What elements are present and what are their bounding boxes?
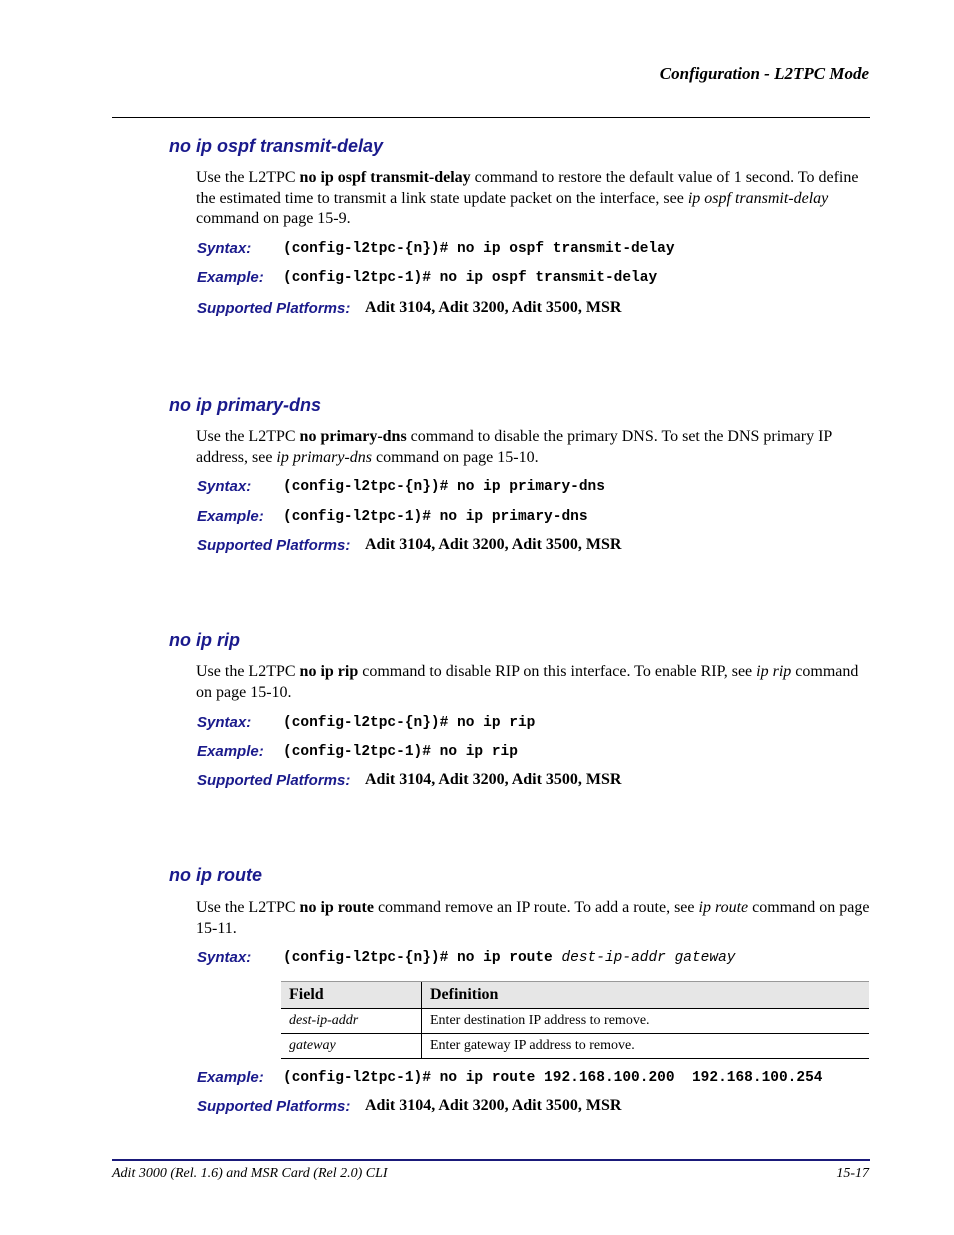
example-label: Example:: [197, 1069, 264, 1086]
section-title: no ip ospf transmit-delay: [169, 136, 384, 156]
table-row: [281, 1034, 869, 1059]
desc-text: Use the L2TPC: [196, 428, 300, 445]
platforms-label: Supported Platforms:: [197, 1098, 351, 1115]
syntax-code: (config-l2tpc-{n})# no ip primary-dns: [283, 479, 605, 495]
syntax-code: (config-l2tpc-{n})# no ip rip: [283, 715, 536, 731]
page-header-title: Configuration - L2TPC Mode: [659, 64, 869, 83]
footer-document-title: Adit 3000 (Rel. 1.6) and MSR Card (Rel 2.0) CLI: [112, 1166, 388, 1181]
desc-text: Use the L2TPC: [196, 899, 300, 916]
desc-command: no ip route: [299, 899, 374, 916]
desc-text: command on page 15-10.: [196, 663, 859, 701]
definition-cell: Enter gateway IP address to remove.: [422, 1034, 870, 1059]
desc-reference: ip ospf transmit-delay: [687, 189, 829, 207]
example-code: (config-l2tpc-1)# no ip ospf transmit-delay: [283, 270, 658, 286]
column-header-definition: Definition: [422, 982, 870, 1009]
field-cell: gateway: [281, 1034, 422, 1059]
section-description: [196, 898, 870, 939]
section-description: [196, 662, 870, 703]
desc-text: command to restore the default value of 1 second. To define the estimated time to transmit a link state update packet on the interface, see: [196, 169, 859, 207]
desc-text: command on page 15-9.: [196, 210, 351, 227]
syntax-command: (config-l2tpc-{n})# no ip route: [283, 950, 562, 966]
desc-reference: ip route: [698, 899, 749, 916]
syntax-code: [283, 950, 735, 966]
section-description: [196, 427, 870, 468]
platforms-value: Adit 3104, Adit 3200, Adit 3500, MSR: [365, 299, 622, 316]
example-code: (config-l2tpc-1)# no ip primary-dns: [283, 509, 588, 525]
section-description: [196, 168, 870, 230]
syntax-code: (config-l2tpc-{n})# no ip ospf transmit-delay: [283, 241, 675, 257]
section-title: no ip rip: [169, 630, 240, 650]
desc-command: no ip rip: [299, 663, 359, 680]
column-header-field: Field: [281, 982, 422, 1009]
syntax-arguments: dest-ip-addr gateway: [561, 950, 736, 966]
example-label: Example:: [197, 269, 264, 286]
syntax-label: Syntax:: [197, 240, 252, 257]
platforms-label: Supported Platforms:: [197, 537, 351, 554]
header-divider: [112, 117, 870, 118]
desc-text: command to disable the primary DNS. To set the DNS primary IP address, see: [196, 428, 832, 466]
section-title: no ip route: [169, 865, 262, 885]
desc-text: command to disable RIP on this interface. To enable RIP, see: [358, 663, 757, 680]
desc-command: no ip ospf transmit-delay: [299, 169, 471, 186]
table-row: [281, 1009, 869, 1034]
example-label: Example:: [197, 743, 264, 760]
field-cell: dest-ip-addr: [281, 1009, 422, 1034]
example-code: (config-l2tpc-1)# no ip rip: [283, 744, 518, 760]
platforms-value: Adit 3104, Adit 3200, Adit 3500, MSR: [365, 536, 622, 553]
definition-cell: Enter destination IP address to remove.: [422, 1009, 870, 1034]
platforms-value: Adit 3104, Adit 3200, Adit 3500, MSR: [365, 771, 622, 788]
desc-text: command on page 15-11.: [196, 899, 870, 937]
desc-reference: ip rip: [756, 663, 792, 680]
syntax-label: Syntax:: [197, 478, 252, 495]
field-definition-table: [281, 981, 869, 1059]
example-label: Example:: [197, 508, 264, 525]
section-title: no ip primary-dns: [169, 395, 322, 415]
example-code: (config-l2tpc-1)# no ip route 192.168.100.200 192.168.100.254: [283, 1070, 823, 1086]
page-number: 15-17: [836, 1166, 869, 1181]
syntax-label: Syntax:: [197, 714, 252, 731]
desc-text: command on page 15-10.: [371, 448, 539, 466]
desc-text: command remove an IP route. To add a route, see: [373, 899, 699, 916]
table-header-row: [281, 982, 869, 1009]
desc-text: Use the L2TPC: [196, 663, 300, 680]
platforms-label: Supported Platforms:: [197, 300, 351, 317]
desc-text: Use the L2TPC: [196, 169, 300, 186]
footer-divider: [112, 1159, 870, 1161]
desc-reference: ip primary-dns: [276, 448, 372, 466]
desc-command: no primary-dns: [299, 428, 407, 445]
platforms-label: Supported Platforms:: [197, 772, 351, 789]
platforms-value: Adit 3104, Adit 3200, Adit 3500, MSR: [365, 1097, 622, 1114]
syntax-label: Syntax:: [197, 949, 252, 966]
